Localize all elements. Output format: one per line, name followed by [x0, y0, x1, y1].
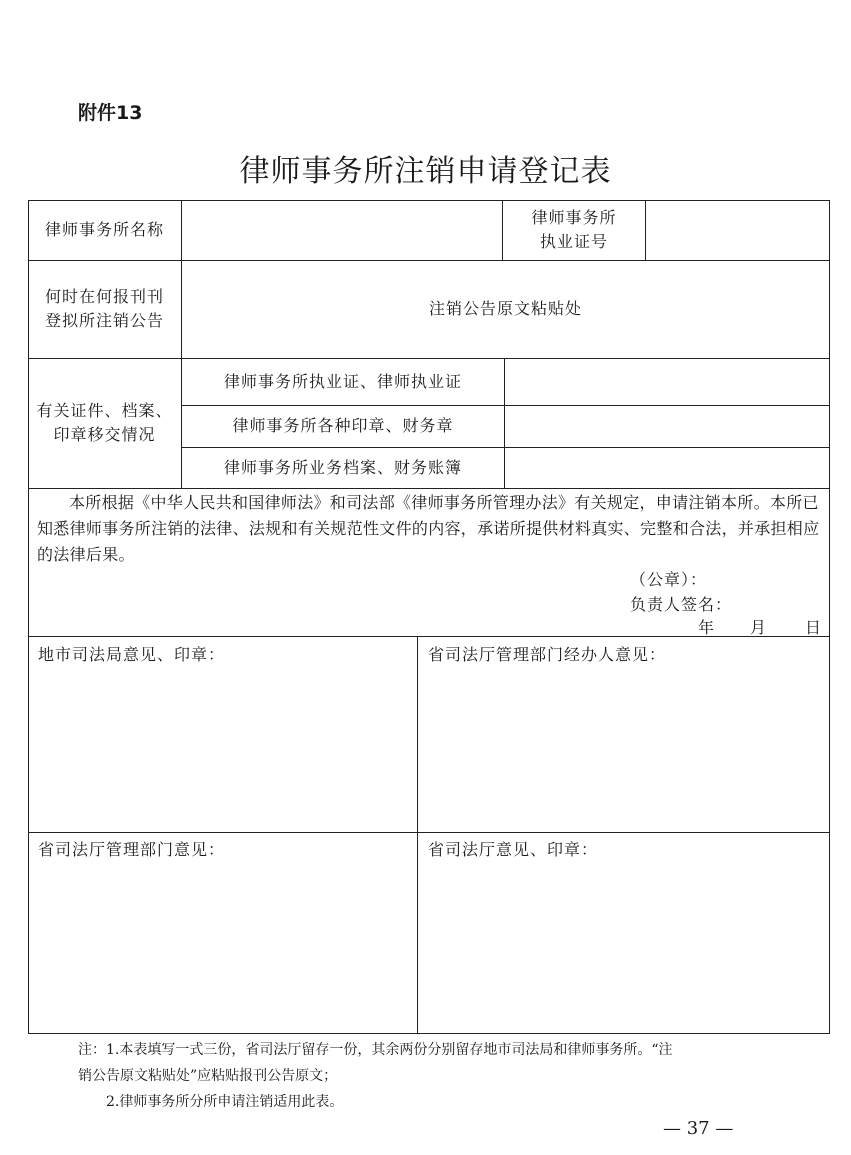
page-number: — 37 — [663, 1118, 734, 1139]
license-number-label: 律师事务所 执业证号 [531, 208, 617, 251]
paste-note: 注销公告原文粘贴处 [428, 299, 582, 318]
province-opinion-label: 省司法厅意见、印章： [428, 840, 599, 859]
note-line: 注：1.本表填写一式三份，省司法厅留存一份，其余两份分别留存地市司法局和律师事务所。“注 [78, 1042, 673, 1058]
date-day: 日 [805, 618, 823, 637]
note-line: 2.律师事务所分所申请注销适用此表。 [106, 1094, 344, 1110]
handover-item-field[interactable] [505, 358, 829, 405]
date-year: 年 [698, 618, 716, 637]
firm-name-label: 律师事务所名称 [44, 220, 164, 239]
note-line: 销公告原文粘贴处”应粘贴报刊公告原文； [78, 1068, 338, 1084]
city-bureau-opinion-label: 地市司法局意见、印章： [38, 645, 226, 664]
announcement-label: 何时在何报刊刊 登拟所注销公告 [44, 287, 164, 330]
firm-name-field[interactable] [182, 200, 502, 260]
license-number-field[interactable] [646, 200, 829, 260]
dept-opinion-label: 省司法厅管理部门意见： [38, 840, 226, 859]
declaration-text: 本所根据《中华人民共和国律师法》和司法部《律师事务所管理办法》有关规定，申请注销本所。本所已知悉律师事务所注销的法律、法规和有关规范性文件的内容，承诺所提供材料真实、完整和合法，并承担相应的法律后果。 [37, 493, 820, 564]
footnotes [78, 1037, 768, 1115]
handover-item-field[interactable] [505, 405, 829, 447]
handover-item-label: 律师事务所执业证、律师执业证 [223, 371, 462, 391]
signature-label: 负责人签名： [630, 595, 733, 614]
handover-item-label: 律师事务所各种印章、财务章 [232, 416, 454, 435]
seal-label: （公章）： [630, 570, 708, 589]
attachment-label: 附件13 [78, 102, 143, 124]
form-title: 律师事务所注销申请登记表 [239, 154, 612, 189]
handover-item-label: 律师事务所业务档案、财务账簿 [223, 457, 462, 477]
dept-handler-opinion-label: 省司法厅管理部门经办人意见： [428, 645, 667, 664]
handover-label: 有关证件、档案、 印章移交情况 [36, 401, 173, 444]
date-month: 月 [750, 618, 768, 637]
declaration [37, 490, 829, 568]
announcement-paste-area[interactable] [182, 260, 829, 358]
handover-item-field[interactable] [505, 447, 829, 488]
